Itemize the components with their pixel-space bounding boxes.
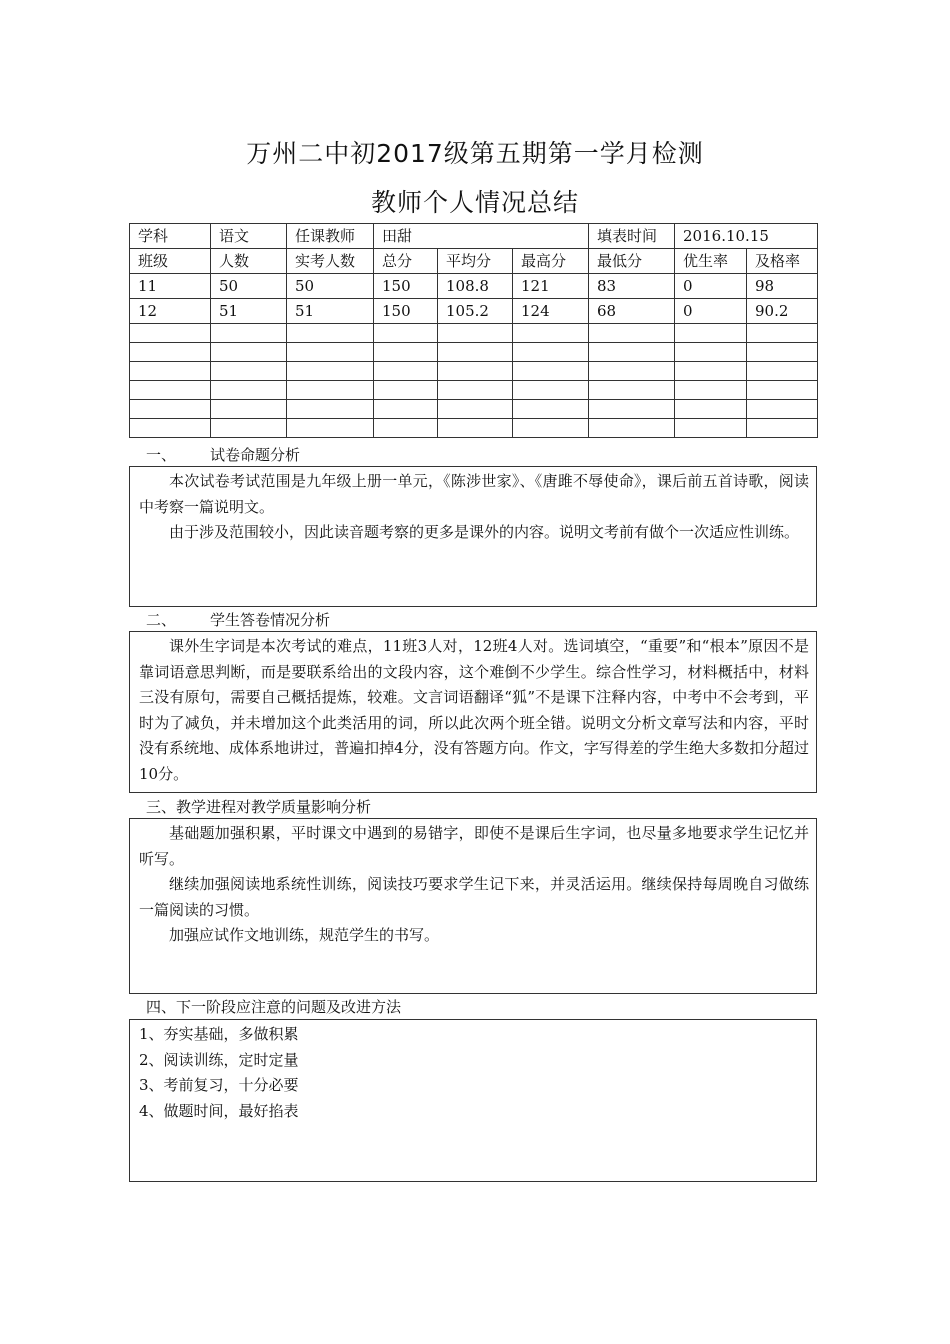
empty-row	[130, 324, 818, 343]
date-value: 2016.10.15	[675, 224, 818, 249]
document-subtitle: 教师个人情况总结	[370, 188, 579, 217]
paragraph: 加强应试作文地训练，规范学生的书写。	[169, 926, 440, 944]
header-cell: 实考人数	[287, 249, 374, 274]
section-1-box	[129, 466, 817, 607]
teacher-value: 田甜	[374, 224, 589, 249]
document-title: 万州二中初2017级第五期第一学月检测	[246, 139, 704, 168]
paragraph: 由于涉及范围较小，因此读音题考察的更多是课外的内容。说明文考前有做个一次适应性训练。	[169, 523, 800, 541]
empty-row	[130, 343, 818, 362]
header-cell: 优生率	[675, 249, 747, 274]
table-row	[130, 274, 818, 299]
section-title: 学生答卷情况分析	[210, 611, 331, 629]
empty-row	[130, 400, 818, 419]
empty-row	[130, 419, 818, 438]
table-cell: 121	[513, 274, 589, 299]
table-cell: 83	[589, 274, 675, 299]
section-number: 二、	[146, 611, 177, 629]
subject-value: 语文	[211, 224, 287, 249]
table-cell: 51	[211, 299, 287, 324]
teacher-label: 任课教师	[287, 224, 374, 249]
table-cell: 105.2	[438, 299, 513, 324]
header-cell: 总分	[374, 249, 438, 274]
paragraph: 继续加强阅读地系统性训练，阅读技巧要求学生记下来，并灵活运用。继续保持每周晚自习做练一篇阅读的习惯。	[139, 875, 809, 919]
section-4-heading: 四、下一阶段应注意的问题及改进方法	[146, 998, 402, 1016]
table-cell: 124	[513, 299, 589, 324]
table-cell: 0	[675, 299, 747, 324]
table-cell: 12	[130, 299, 211, 324]
list-item: 3、考前复习，十分必要	[139, 1076, 299, 1094]
table-cell: 98	[747, 274, 818, 299]
paragraph: 课外生字词是本次考试的难点，11班3人对，12班4人对。选词填空，“重要”和“根本”原因不是靠词语意思判断，而是要联系给出的文段内容，这个难倒不少学生。综合性学习，材料概括中，材料三没有原句，需要自己概括提炼，较难。文言词语翻译“狐”不是课下注释内容，中考中不会考到，平时为了减负，并未增加这个此类活用的词，所以此次两个班全错。说明文分析文章写法和内容，平时没有系统地、成体系地讲过，普遍扣掉4分，没有答题方向。作文，字写得差的学生绝大多数扣分超过10分。	[139, 637, 809, 783]
paragraph: 基础题加强积累，平时课文中遇到的易错字，即使不是课后生字词，也尽量多地要求学生记忆并听写。	[139, 824, 809, 868]
header-cell: 及格率	[747, 249, 818, 274]
header-cell: 最低分	[589, 249, 675, 274]
list-item: 2、阅读训练，定时定量	[139, 1050, 299, 1069]
table-row	[130, 299, 818, 324]
table-cell: 150	[374, 299, 438, 324]
empty-row	[130, 362, 818, 381]
score-table	[129, 223, 818, 438]
subject-label: 学科	[130, 224, 211, 249]
section-4-box	[129, 1019, 817, 1182]
section-3-box	[129, 818, 817, 994]
list-item: 4、做题时间，最好掐表	[139, 1101, 299, 1120]
info-row	[130, 224, 818, 249]
table-cell: 50	[287, 274, 374, 299]
header-row	[130, 249, 818, 274]
table-cell: 90.2	[747, 299, 818, 324]
section-title: 试卷命题分析	[210, 446, 301, 464]
header-cell: 最高分	[513, 249, 589, 274]
header-cell: 平均分	[438, 249, 513, 274]
date-label: 填表时间	[589, 224, 675, 249]
section-2-box	[129, 631, 817, 793]
section-2-heading	[146, 610, 330, 630]
table-cell: 51	[287, 299, 374, 324]
section-number: 一、	[146, 446, 177, 464]
header-cell: 班级	[130, 249, 211, 274]
table-cell: 11	[130, 274, 211, 299]
paragraph: 本次试卷考试范围是九年级上册一单元，《陈涉世家》、《唐雎不辱使命》，课后前五首诗歌，阅读中考察一篇说明文。	[139, 472, 809, 516]
header-cell: 人数	[211, 249, 287, 274]
section-3-heading: 三、教学进程对教学质量影响分析	[146, 798, 372, 816]
table-cell: 0	[675, 274, 747, 299]
table-cell: 108.8	[438, 274, 513, 299]
table-cell: 68	[589, 299, 675, 324]
section-1-heading	[146, 445, 300, 465]
list-item: 1、夯实基础，多做积累	[139, 1025, 299, 1043]
table-cell: 150	[374, 274, 438, 299]
table-cell: 50	[211, 274, 287, 299]
empty-row	[130, 381, 818, 400]
